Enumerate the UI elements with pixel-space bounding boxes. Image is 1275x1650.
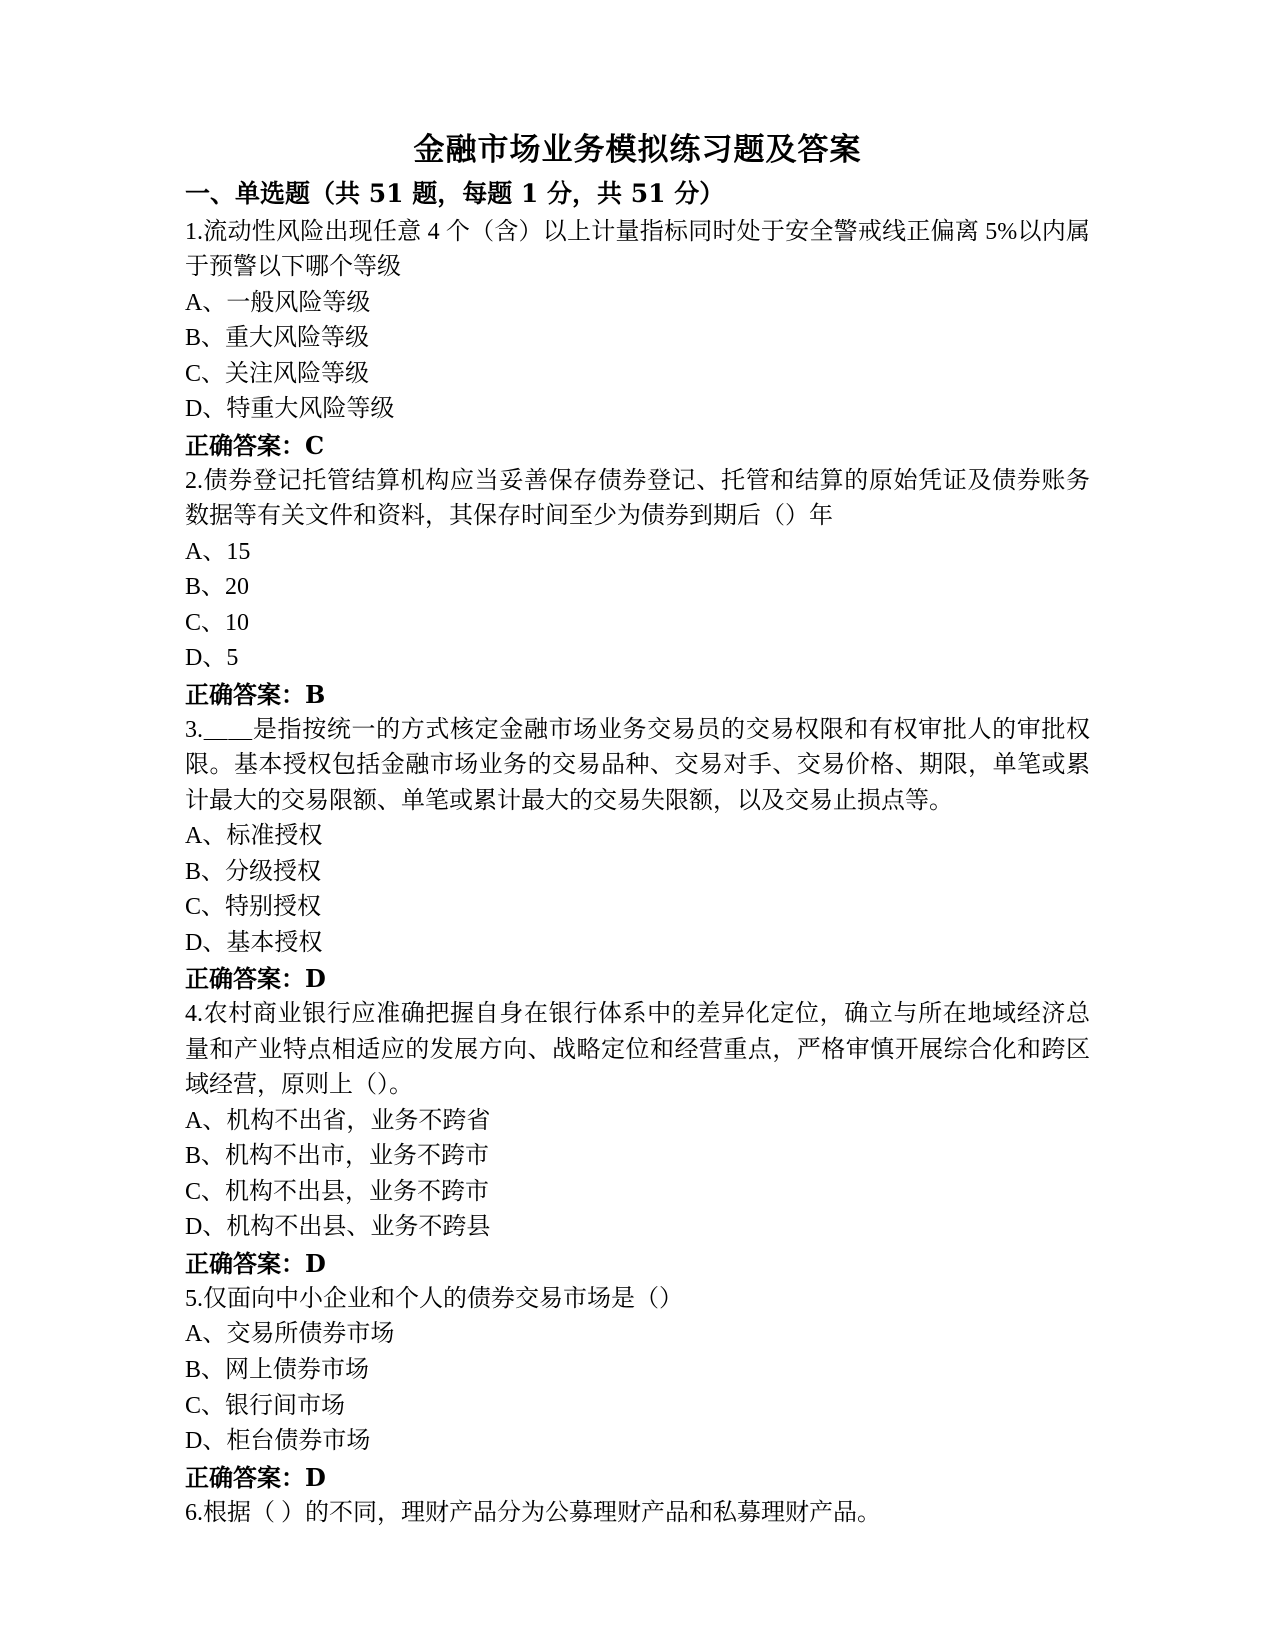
question-block — [185, 713, 1090, 998]
question-option: A、交易所债券市场 — [185, 1321, 395, 1348]
question-block — [185, 464, 1090, 713]
answer-label: 正确答案： — [185, 1462, 305, 1492]
answer-label: 正确答案： — [185, 430, 305, 460]
question-stem: 1.流动性风险出现任意 4 个（含）以上计量指标同时处于安全警戒线正偏离 5%以内属于预警以下哪个等级 — [185, 218, 1090, 281]
question-option: D、特重大风险等级 — [185, 396, 395, 423]
question-stem: 5.仅面向中小企业和个人的债券交易市场是（） — [185, 1285, 683, 1312]
question-stem: 3.＿＿是指按统一的方式核定金融市场业务交易员的交易权限和有权审批人的审批权限。基本授权包括金融市场业务的交易品种、交易对手、交易价格、期限，单笔或累计最大的交易限额、单笔或累计最大的交易失限额，以及交易止损点等。 — [185, 716, 1090, 814]
question-option: B、机构不出市，业务不跨市 — [185, 1143, 490, 1170]
question-option: A、机构不出省，业务不跨省 — [185, 1107, 491, 1134]
question-option: D、基本授权 — [185, 929, 323, 956]
question-option: A、一般风险等级 — [185, 289, 371, 316]
question-block — [185, 1282, 1090, 1496]
answer-value: D — [305, 964, 326, 994]
answer-value: D — [305, 1248, 326, 1278]
question-option: D、机构不出县、业务不跨县 — [185, 1214, 491, 1241]
question-stem: 2.债券登记托管结算机构应当妥善保存债券登记、托管和结算的原始凭证及债券账务数据等有关文件和资料，其保存时间至少为债券到期后（）年 — [185, 467, 1090, 530]
answer-label: 正确答案： — [185, 679, 305, 709]
question-option: C、关注风险等级 — [185, 360, 370, 387]
question-option: A、标准授权 — [185, 823, 323, 850]
question-stem: 4.农村商业银行应准确把握自身在银行体系中的差异化定位，确立与所在地域经济总量和产业特点相适应的发展方向、战略定位和经营重点，严格审慎开展综合化和跨区域经营，原则上（）。 — [185, 1001, 1090, 1099]
question-stem: 6.根据（ ）的不同，理财产品分为公募理财产品和私募理财产品。 — [185, 1499, 881, 1526]
question-answer — [185, 1246, 1090, 1282]
answer-value: C — [305, 430, 325, 460]
question-option: C、银行间市场 — [185, 1392, 346, 1419]
question-option: D、柜台债券市场 — [185, 1428, 371, 1455]
question-answer — [185, 428, 1090, 464]
question-answer — [185, 1460, 1090, 1496]
question-option: C、特别授权 — [185, 894, 322, 921]
answer-label: 正确答案： — [185, 1248, 305, 1278]
question-block — [185, 1496, 1090, 1532]
question-option: B、分级授权 — [185, 858, 322, 885]
answer-label: 正确答案： — [185, 964, 305, 994]
question-option: C、10 — [185, 609, 250, 636]
answer-value: D — [305, 1462, 326, 1492]
question-option: A、15 — [185, 538, 251, 565]
section-heading: 一、单选题（共 51 题，每题 1 分，共 51 分） — [185, 179, 725, 209]
question-option: C、机构不出县，业务不跨市 — [185, 1178, 490, 1205]
question-option: D、5 — [185, 645, 239, 672]
question-option: B、20 — [185, 574, 250, 601]
question-answer — [185, 961, 1090, 997]
question-option: B、网上债券市场 — [185, 1356, 370, 1383]
question-block — [185, 215, 1090, 464]
question-answer — [185, 677, 1090, 713]
question-block — [185, 997, 1090, 1282]
question-option: B、重大风险等级 — [185, 325, 370, 352]
answer-value: B — [305, 679, 326, 709]
page-title: 金融市场业务模拟练习题及答案 — [413, 132, 862, 168]
